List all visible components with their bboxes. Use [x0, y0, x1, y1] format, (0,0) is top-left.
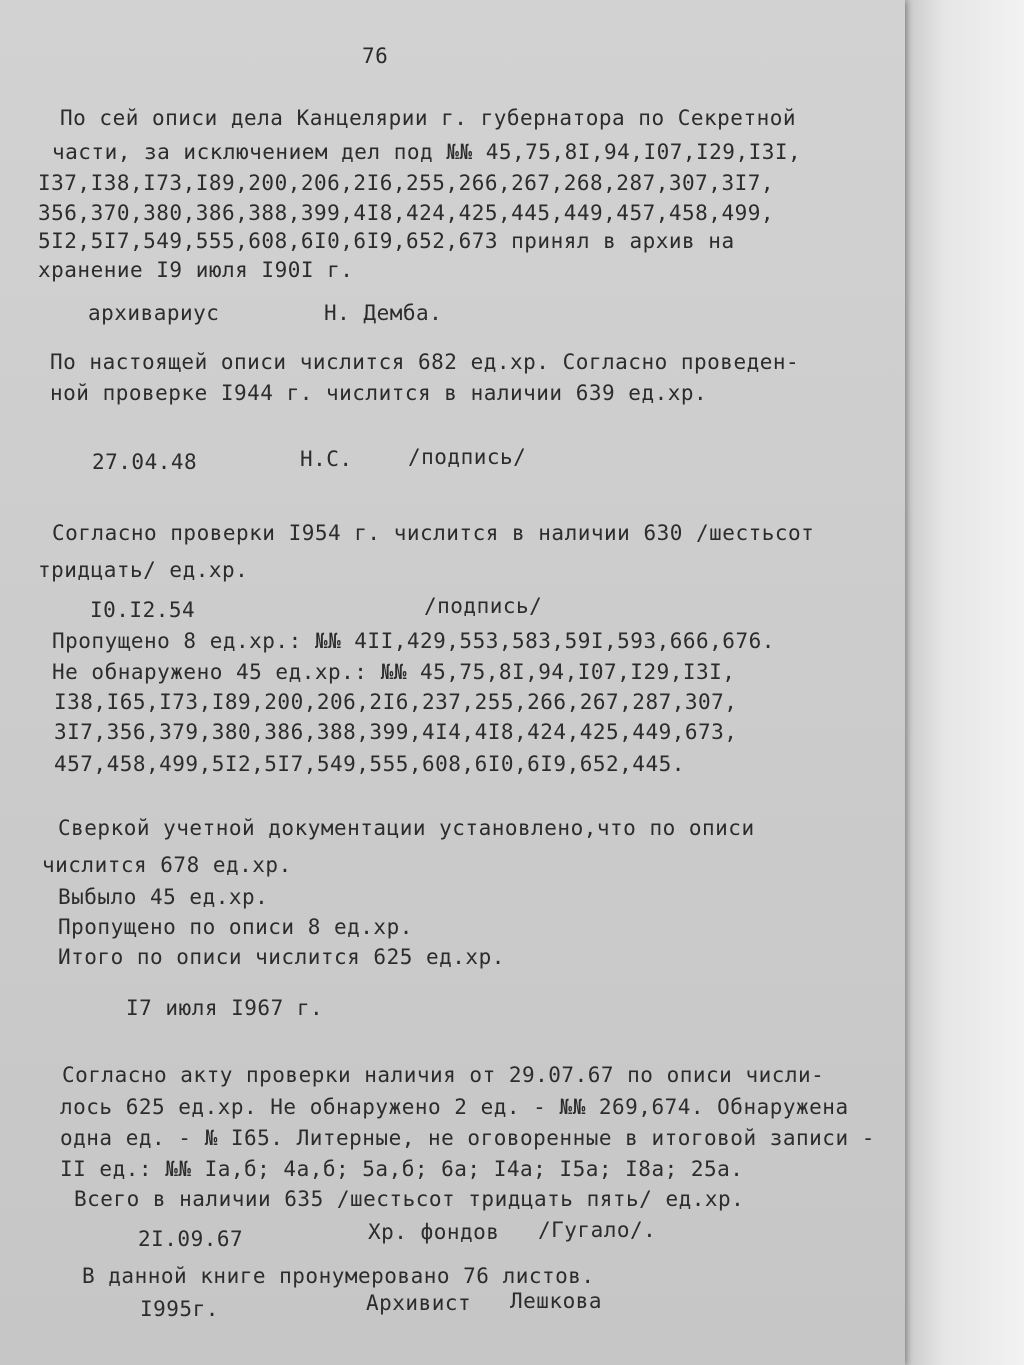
page-number: 76: [362, 44, 389, 68]
text-line: одна ед. - № I65. Литерные, не оговоренные в итоговой записи -: [60, 1126, 875, 1150]
signature-date: 2I.09.67: [138, 1227, 244, 1251]
background-right: [890, 0, 1024, 1365]
text-line: Всего в наличии 635 /шестьсот тридцать пять/ ед.хр.: [74, 1187, 745, 1211]
text-line: Не обнаружено 45 ед.хр.: №№ 45,75,8I,94,I07,I29,I3I,: [52, 660, 736, 684]
archivist-name: Н. Демба.: [324, 301, 443, 325]
signature-date: I0.I2.54: [90, 598, 196, 622]
text-line: Согласно акту проверки наличия от 29.07.67 по описи числи-: [62, 1063, 825, 1087]
text-line: ной проверке I944 г. числится в наличии 639 ед.хр.: [50, 381, 708, 405]
text-line: Итого по описи числится 625 ед.хр.: [58, 945, 505, 969]
text-line: Выбыло 45 ед.хр.: [58, 885, 269, 909]
signature-placeholder: /подпись/: [424, 594, 543, 618]
text-line: 3I7,356,379,380,386,388,399,4I4,4I8,424,425,449,673,: [54, 720, 738, 744]
text-line: Пропущено по описи 8 ед.хр.: [58, 915, 413, 939]
text-line: Согласно проверки I954 г. числится в наличии 630 /шестьсот: [52, 521, 815, 545]
text-line: тридцать/ ед.хр.: [38, 558, 249, 582]
text-line: II ед.: №№ Iа,б; 4а,б; 5а,б; 6а; I4а; I5а; I8а; 25а.: [60, 1157, 744, 1181]
text-line: По настоящей описи числится 682 ед.хр. Согласно проведен-: [50, 350, 800, 374]
signature-role: Архивист: [366, 1291, 472, 1315]
text-line: Сверкой учетной документации установлено,что по описи: [58, 816, 755, 840]
text-line: 356,370,380,386,388,399,4I8,424,425,445,449,457,458,499,: [38, 201, 775, 225]
text-line: Пропущено 8 ед.хр.: №№ 4II,429,553,583,59I,593,666,676.: [52, 629, 775, 653]
signature-placeholder: /подпись/: [408, 445, 527, 469]
text-line: I38,I65,I73,I89,200,206,2I6,237,255,266,267,287,307,: [54, 690, 738, 714]
text-line: 5I2,5I7,549,555,608,6I0,6I9,652,673 принял в архив на: [38, 229, 735, 253]
date-line: I7 июля I967 г.: [126, 996, 324, 1020]
text-line: 457,458,499,5I2,5I7,549,555,608,6I0,6I9,652,445.: [54, 752, 685, 776]
text-line: числится 678 ед.хр.: [42, 853, 292, 877]
text-line: части, за исключением дел под №№ 45,75,8I,94,I07,I29,I3I,: [52, 140, 802, 164]
signature-date: 27.04.48: [92, 450, 198, 474]
signature-initials: Н.С.: [300, 447, 353, 471]
text-line: I37,I38,I73,I89,200,206,2I6,255,266,267,268,287,307,3I7,: [38, 171, 775, 195]
text-line: лось 625 ед.хр. Не обнаружено 2 ед. - №№ 269,674. Обнаружена: [60, 1095, 849, 1119]
signature-role: Хр. фондов: [368, 1220, 500, 1244]
final-note: В данной книге пронумеровано 76 листов.: [82, 1264, 595, 1288]
signature-name: /Гугало/.: [538, 1218, 657, 1242]
signature-name: Лешкова: [510, 1289, 603, 1313]
text-line: По сей описи дела Канцелярии г. губернатора по Секретной: [60, 106, 797, 130]
archivist-role: архивариус: [88, 301, 220, 325]
text-line: хранение I9 июля I90I г.: [38, 258, 354, 282]
signature-year: I995г.: [140, 1297, 219, 1321]
